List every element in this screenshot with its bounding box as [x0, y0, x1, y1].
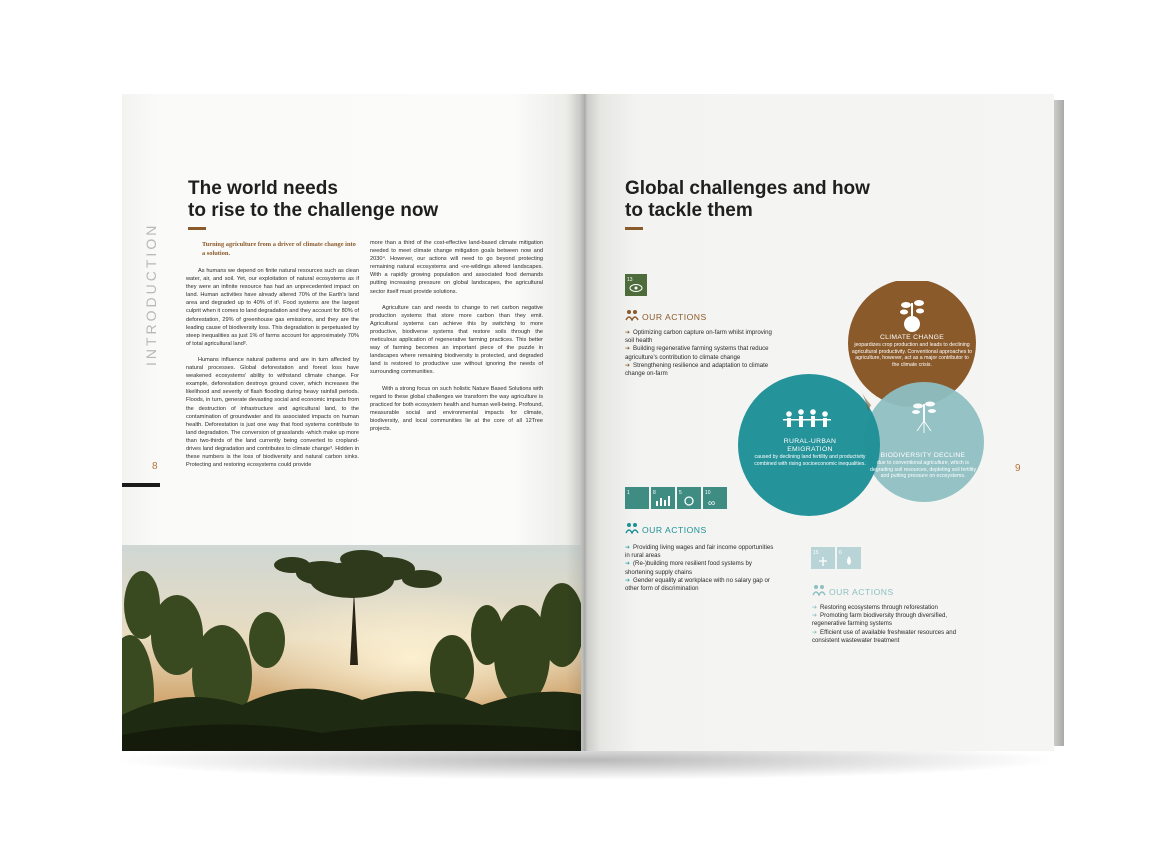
- biodiversity-action-2: Promoting farm biodiversity through diversified, regenerative farming systems: [812, 612, 948, 628]
- right-page-title: [625, 178, 870, 222]
- biodiversity-actions-list: [812, 604, 982, 645]
- biodiversity-decline-circle: [864, 382, 984, 502]
- action-people-icon: [812, 583, 826, 601]
- rural-urban-desc: caused by declining land fertility and productivity combined with rising socioeconomic inequalities.: [754, 454, 866, 467]
- biodiversity-action-3: Efficient use of available freshwater resources and consistent wastewater treatment: [812, 628, 957, 644]
- forest-photo-image: [122, 545, 583, 751]
- forest-photo: [122, 545, 583, 751]
- climate-change-desc: jeopardizes crop production and leads to declining agricultural productivity. Conventional approaches to agriculture, however, act as a major contributor to the climate crisis.: [851, 342, 973, 368]
- biodiversity-title: BIODIVERSITY DECLINE: [880, 452, 966, 459]
- climate-action-3: Strengthening resilience and adaptation to climate change on-farm: [625, 361, 769, 378]
- social-action-2: (Re-)building more resilient food systems by shortening supply chains: [625, 560, 752, 576]
- biodiversity-actions-label: OUR ACTIONS: [829, 587, 894, 597]
- col2-paragraph-1: more than a third of the cost-effective land-based climate mitigation needed to meet climate change mitigation goals between now and 2030⁴. However, our actions will need to go beyond protecting remaining natural ecosystems and «re-wildings altered landscapes. With a rapidly growing population and associated food demands putting increasing pressure on global landscapes, the agricultural sector itself must provide solutions.: [370, 240, 543, 295]
- text-column-2: [370, 239, 543, 441]
- sdg-10-label: 10: [705, 490, 711, 496]
- biodiversity-action-1: Restoring ecosystems through reforestation: [820, 604, 938, 611]
- sdg-15-label: 15: [813, 550, 819, 556]
- social-action-3: Gender equality at workplace with no salary gap or other form of discrimination: [625, 576, 770, 593]
- list-item: [812, 612, 982, 628]
- biodiversity-label: [867, 452, 979, 480]
- sdg-6-label: 6: [839, 550, 842, 556]
- section-side-label: INTRODUCTION: [143, 222, 159, 366]
- list-item: [812, 604, 982, 612]
- climate-change-title: CLIMATE CHANGE: [879, 334, 945, 341]
- left-title-line-2: to rise to the challenge now: [188, 200, 439, 221]
- title-rule: [188, 227, 206, 230]
- title-rule: [625, 227, 643, 230]
- climate-change-label: [851, 334, 973, 368]
- arrow-right-icon: ➔: [625, 577, 631, 584]
- col2-paragraph-2: Agriculture can and needs to change to net carbon negative production systems that store more carbon than they emit. Agricultural systems can achieve this by switching to more productive, biodiverse systems that restore soils through the meticulous application of regenerative farming practices. This better way of farming becomes an important piece of the puzzle in landscapes where remaining biodiversity is protected, and degraded land is restored to productive use without ignoring the needs of surrounding communities.: [370, 304, 543, 376]
- list-item: [625, 577, 775, 593]
- rural-urban-title: RURAL-URBAN EMIGRATION: [783, 438, 837, 453]
- arrow-right-icon: ➔: [812, 605, 818, 611]
- arrow-right-icon: ➔: [625, 346, 631, 353]
- text-column-1: [186, 267, 359, 477]
- left-page-title: [188, 178, 438, 222]
- list-item: [812, 629, 982, 645]
- list-item: [625, 560, 775, 576]
- right-title-line-1: Global challenges and how: [625, 178, 870, 199]
- rural-urban-label: [749, 438, 871, 467]
- biodiversity-desc: due to conventional agriculture, which is degrading soil resources, depleting soil fertility and putting pressure on ecosystems.: [869, 460, 977, 480]
- arrow-right-icon: ➔: [812, 613, 818, 620]
- action-people-icon: [625, 308, 639, 326]
- climate-actions-header: [625, 308, 707, 326]
- right-page-number: 9: [1015, 463, 1021, 474]
- arrow-right-icon: ➔: [812, 629, 818, 636]
- arrow-right-icon: ➔: [625, 362, 631, 369]
- section-marker-bar: [122, 483, 160, 487]
- action-people-icon: [625, 521, 639, 539]
- right-title-line-2: to tackle them: [625, 200, 753, 221]
- climate-action-1: Optimizing carbon capture on-farm whilst improving soil health: [625, 329, 772, 345]
- social-actions-label: OUR ACTIONS: [642, 525, 707, 535]
- right-page: [581, 94, 1054, 751]
- biodiversity-sdg-icons: [811, 547, 863, 569]
- social-actions-list: [625, 544, 775, 593]
- social-actions-header: [625, 521, 707, 539]
- col1-paragraph-2: Humans influence natural patterns and are in turn affected by natural processes. Global deforestation and forest loss have weakened ecosystems' ability to withstand climate change. For example, deforestation destroys ground cover, which increases the likelihood and severity of flash flooding during heavy rainfall periods. Floods, in turn, generate devasting social and economic impacts from the destruction of infrastructure and agricultural land, to the contamination of groundwater and its associated impacts on human health. Deforestation is just one way that food systems contribute to land degradation. The conversion of grasslands -which make up more than two-thirds of the land currently being converted to cropland- drives land degradation and contributes to climate change³. Hidden in these numbers is the loss of biodiversity and natural carbon sinks. Protecting and restoring ecosystems could provide: [186, 356, 359, 469]
- arrow-right-icon: ➔: [625, 330, 631, 336]
- left-title-line-1: The world needs: [188, 178, 338, 199]
- left-page-number: 8: [152, 461, 158, 472]
- lead-paragraph: Turning agriculture from a driver of climate change into a solution.: [202, 241, 356, 257]
- challenges-venn-diagram: [731, 281, 991, 526]
- col1-paragraph-1: As humans we depend on finite natural resources such as clean water, air, and soil. Yet, our exploitation of natural ecosystems as if they were an infinite resource has had an unprecedented impact on land. Human activities have already altered 70% of the Earth's land area and degraded up to 40% of it¹. Food systems are the largest culprit when it comes to land degradation and they account for 80% of deforestation, 29% of greenhouse gas emissions, and they are the leading cause of biodiversity loss. This degradation is perpetuated by steep inequalities as just 1% of farms account for approximately 70% of total agricultural land².: [186, 268, 359, 347]
- arrow-right-icon: ➔: [625, 561, 631, 568]
- social-action-1: Providing living wages and fair income opportunities in rural areas: [625, 544, 774, 560]
- biodiversity-actions-header: [812, 583, 894, 601]
- sdg-1-label: 1: [627, 490, 630, 496]
- climate-actions-label: OUR ACTIONS: [642, 312, 707, 322]
- sdg-13-label: 13: [627, 277, 633, 283]
- social-sdg-icons: [625, 487, 730, 509]
- sdg-13-icon: [625, 274, 647, 296]
- arrow-right-icon: ➔: [625, 545, 631, 551]
- sdg-5-label: 5: [679, 490, 682, 496]
- climate-action-2: Building regenerative farming systems that reduce agriculture's contribution to climate change: [625, 345, 769, 361]
- left-page: [122, 94, 583, 751]
- svg-text:∞: ∞: [708, 498, 716, 509]
- sdg-8-label: 8: [653, 490, 656, 496]
- list-item: [625, 544, 775, 560]
- col2-paragraph-3: With a strong focus on such holistic Nature Based Solutions with regard to these global challenges we transform the way agriculture is practiced for both ecosystem health and human well-being. Profound, measurable social and environmental impacts for climate, biodiversity, and local communities lie at the core of all 12Tree projects.: [370, 385, 543, 432]
